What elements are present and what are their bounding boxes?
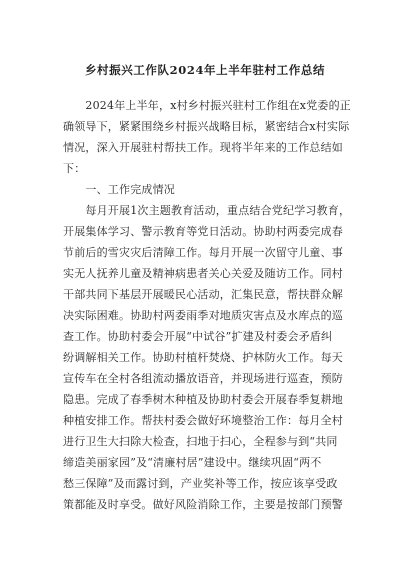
body-line: 缔造美丽家园”及“清廉村居”建设中。继续巩固“两不	[63, 456, 322, 469]
body-line: 开展集体学习、警示教育等党日活动。协助村两委完成春	[63, 225, 343, 238]
body-line: 下：	[63, 162, 86, 175]
body-line: 种植安排工作。帮扶村委会做好环境整治工作：每月全村	[63, 414, 343, 427]
body-line: 宣传车在全村各组流动播放语音，并现场进行巡查，预防	[63, 372, 343, 385]
body-line: 节前后的雪灾灾后清障工作。每月开展一次留守儿童、事	[63, 246, 343, 259]
body-line: 情况，深入开展驻村帮扶工作。现将半年来的工作总结如	[63, 141, 343, 154]
body-line: 确领导下，紧紧围绕乡村振兴战略目标，紧密结合x村实际	[63, 120, 350, 133]
body-line: 每月开展1次主题教育活动，重点结合党纪学习教育，	[63, 204, 351, 217]
section-heading: 一、工作完成情况	[63, 183, 175, 196]
body-line: 进行卫生大扫除大检查，扫地于扫心，全程参与到“共同	[63, 435, 338, 448]
body-line: 策都能及时享受。做好风险消除工作，主要是按部门预警	[63, 498, 343, 511]
body-line: 查工作。协助村委会开展“中试谷”扩建及村委会矛盾纠	[63, 330, 333, 343]
body-line: 2024年上半年，x村乡村振兴驻村工作组在x党委的正	[63, 99, 351, 112]
document-title: 乡村振兴工作队2024年上半年驻村工作总结	[84, 63, 326, 77]
body-line: 纷调解相关工作。协助村植杆焚烧、护林防火工作。每天	[63, 351, 343, 364]
body-line: 实无人抚养儿童及精神病患者关心关爱及随访工作。同村	[63, 267, 343, 280]
body-line: 愁三保障”及而露讨到，产业奖补等工作，按应该享受政	[63, 477, 338, 490]
body-line: 干部共同下基层开展暖民心活动，汇集民意，帮扶群众解	[63, 288, 343, 301]
body-line: 隐患。完成了春季树木种植及协助村委会开展春季复耕地	[63, 393, 343, 406]
body-line: 决实际困难。协助村两委雨季对地质灾害点及水库点的巡	[63, 309, 343, 322]
